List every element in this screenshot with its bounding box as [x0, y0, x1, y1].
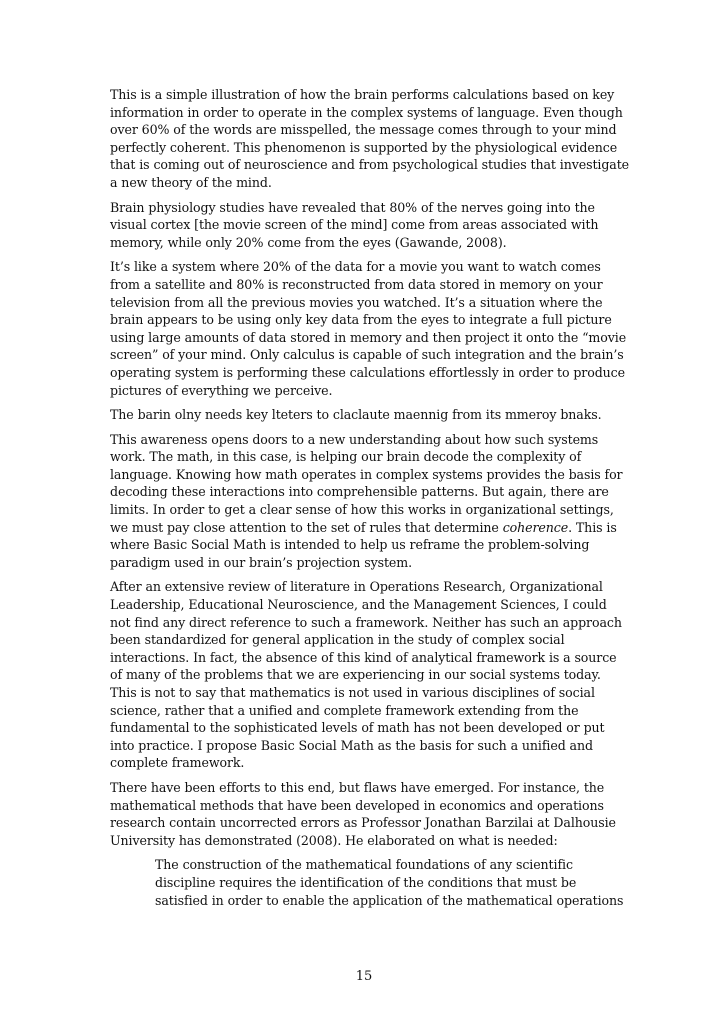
paragraph-5: [110, 431, 630, 572]
page-number: 15: [355, 969, 373, 984]
paragraph-6: After an extensive review of literature in Operations Research, Organizational Leadership, Educational Neuroscience, and the Management Sciences, I could not find any direct reference to such a framework. Neither has such an approach been standardized for general application in the study of complex social interactions. In fact, the absence of this kind of analytical framework is a source of many of the problems that we are experiencing in our social systems today. This is not to say that mathematics is not used in various disciplines of social science, rather that a unified and complete framework extending from the fundamental to the sophisticated levels of math has not been developed or put into practice. I propose Basic Social Math as the basis for such a unified and complete framework.: [110, 579, 622, 771]
paragraph-2: Brain physiology studies have revealed that 80% of the nerves going into the visual cortex [the movie screen of the mind] come from areas associated with memory, while only 20% come from the eyes (Gawande, 2008).: [110, 199, 599, 250]
body-text: [110, 86, 630, 909]
paragraph-5-text-after: . This is where Basic Social Math is intended to help us reframe the problem-solving paradigm used in our brain’s projection system.: [110, 519, 617, 570]
block-quote: The construction of the mathematical foundations of any scientific discipline requires the identification of the conditions that must be satisfied in order to enable the application of the mathematical operations: [155, 857, 624, 908]
paragraph-5-text-before: This awareness opens doors to a new understanding about how such systems work. The math, in this case, is helping our brain decode the complexity of language. Knowing how math operates in complex systems provides the basis for decoding these interactions into comprehensible patterns. But again, there are limits. In order to get a clear sense of how this works in organizational settings, we must pay close attention to the set of rules that determine: [110, 431, 623, 535]
paragraph-4-scrambled-example: The barin olny needs key lteters to claclaute maennig from its mmeroy bnaks.: [110, 407, 602, 423]
paragraph-3: It’s like a system where 20% of the data for a movie you want to watch comes from a satellite and 80% is reconstructed from data stored in memory on your television from all the previous movies you watched. It’s a situation where the brain appears to be using only key data from the eyes to integrate a full picture using large amounts of data stored in memory and then project it onto the “movie screen” of your mind. Only calculus is capable of such integration and the brain’s operating system is performing these calculations effortlessly in order to produce pictures of everything we perceive.: [110, 259, 627, 398]
paragraph-7: There have been efforts to this end, but flaws have emerged. For instance, the mathematical methods that have been developed in economics and operations research contain uncorrected errors as Professor Jonathan Barzilai at Dalhousie University has demonstrated (2008). He elaborated on what is needed:: [110, 779, 616, 848]
coherence-emphasis: coherence: [502, 519, 569, 535]
paragraph-1: This is a simple illustration of how the brain performs calculations based on key information in order to operate in the complex systems of language. Even though over 60% of the words are misspelled, the message comes through to your mind perfectly coherent. This phenomenon is supported by the physiological evidence that is coming out of neuroscience and from psychological studies that investigate a new theory of the mind.: [110, 87, 630, 190]
